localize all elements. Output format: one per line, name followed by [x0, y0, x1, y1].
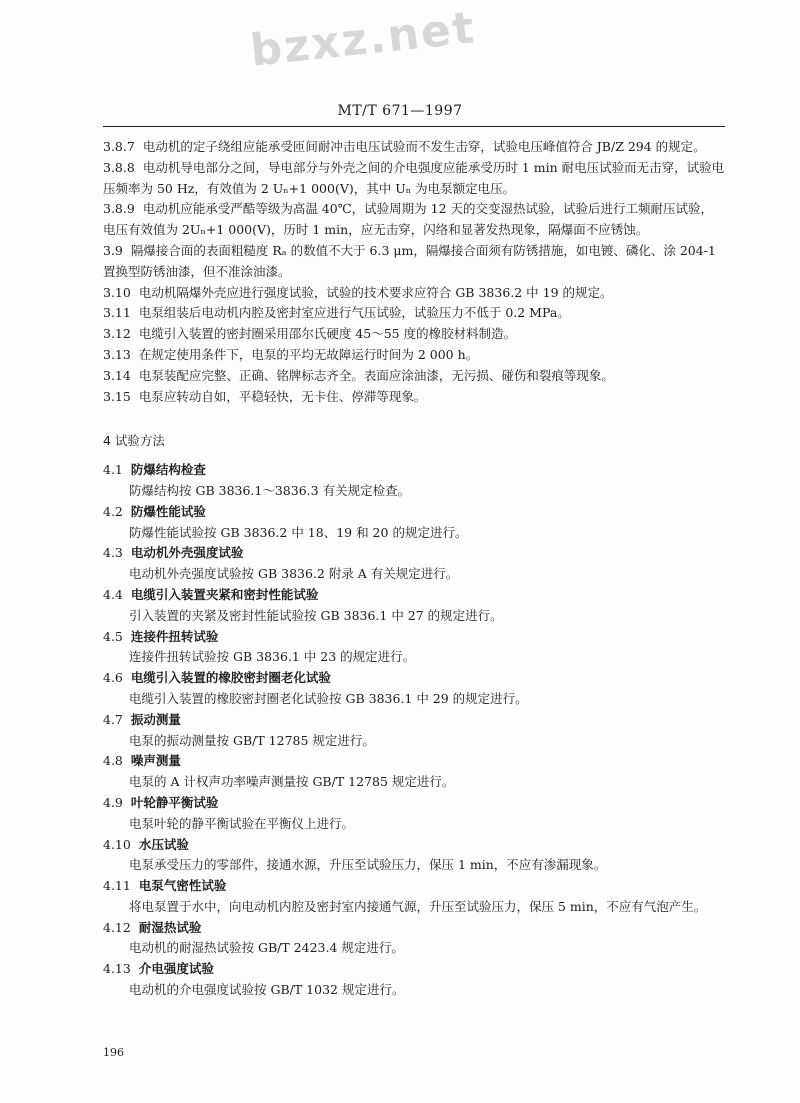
clause-number: 3.13 — [103, 346, 131, 362]
test-heading — [103, 918, 725, 939]
clause-text: 电泵应转动自如，平稳轻快，无卡住、停滞等现象。 — [138, 388, 427, 404]
test-body: 电泵的振动测量按 GB/T 12785 规定进行。 — [129, 732, 375, 748]
section-4-tests — [103, 460, 725, 1001]
clause-text: 电动机导电部分之间，导电部分与外壳之间的介电强度应能承受历时 1 min 耐电压试验而无击穿，试验电压频率为 50 Hz，有效值为 2 Uₙ+1 000(V)，其中 Uₙ 为电泵额定电压。 — [103, 159, 725, 196]
test-heading — [103, 585, 725, 606]
page-number: 196 — [103, 1046, 124, 1059]
clause-text: 隔爆接合面的表面粗糙度 Rₐ 的数值不大于 6.3 μm，隔爆接合面须有防锈措施，如电镀、磷化、涂 204-1 置换型防锈油漆，但不准涂油漆。 — [103, 242, 716, 279]
test-body: 电泵的 A 计权声功率噪声测量按 GB/T 12785 规定进行。 — [129, 774, 455, 790]
test-item — [103, 959, 725, 1001]
test-item — [103, 876, 725, 918]
test-body: 防爆性能试验按 GB 3836.2 中 18、19 和 20 的规定进行。 — [129, 524, 468, 540]
clause-text: 电动机的定子绕组应能承受匝间耐冲击电压试验而不发生击穿，试验电压峰值符合 JB/Z 294 的规定。 — [142, 139, 706, 154]
test-title: 电缆引入装置夹紧和密封性能试验 — [130, 586, 319, 602]
clause — [103, 241, 725, 283]
clause — [103, 387, 725, 408]
test-number: 4.3 — [103, 545, 123, 561]
test-item — [103, 793, 725, 835]
document-body — [103, 137, 725, 1001]
test-number: 4.5 — [103, 628, 123, 644]
test-body: 将电泵置于水中，向电动机内腔及密封室内接通气源，升压至试验压力，保压 5 min，不应有气泡产生。 — [129, 898, 707, 914]
page-header: MT/T 671—1997 — [337, 103, 463, 119]
test-heading — [103, 710, 725, 731]
test-title: 连接件扭转试验 — [130, 628, 219, 644]
test-title: 防爆性能试验 — [130, 503, 206, 519]
test-number: 4.4 — [103, 586, 123, 602]
clause-text: 电泵组装后电动机内腔及密封室应进行气压试验，试验压力不低于 0.2 MPa。 — [138, 305, 570, 321]
test-heading — [103, 959, 725, 980]
clause-number: 3.8.9 — [103, 201, 135, 217]
test-title: 电动机外壳强度试验 — [130, 545, 244, 561]
clause — [103, 137, 725, 158]
test-body: 电泵叶轮的静平衡试验在平衡仪上进行。 — [129, 815, 355, 831]
section-3-clauses — [103, 137, 725, 407]
test-heading — [103, 502, 725, 523]
test-body: 引入装置的夹紧及密封性能试验按 GB 3836.1 中 27 的规定进行。 — [129, 607, 503, 623]
test-item — [103, 627, 725, 669]
clause-text: 电动机隔爆外壳应进行强度试验，试验的技术要求应符合 GB 3836.2 中 19 的规定。 — [138, 284, 613, 300]
clause — [103, 366, 725, 387]
test-number: 4.2 — [103, 503, 123, 519]
section-4-title: 4 试验方法 — [103, 433, 165, 449]
test-item — [103, 710, 725, 752]
test-body: 连接件扭转试验按 GB 3836.1 中 23 的规定进行。 — [129, 649, 416, 665]
test-title: 振动测量 — [130, 711, 181, 727]
test-title: 叶轮静平衡试验 — [130, 794, 219, 810]
clause — [103, 345, 725, 366]
test-body: 电动机的耐湿热试验按 GB/T 2423.4 规定进行。 — [129, 940, 404, 956]
test-title: 噪声测量 — [130, 753, 181, 769]
test-number: 4.13 — [103, 961, 131, 977]
test-item — [103, 460, 725, 502]
test-number: 4.10 — [103, 836, 131, 852]
test-title: 电缆引入装置的橡胶密封圈老化试验 — [130, 670, 331, 686]
clause-number: 3.10 — [103, 284, 131, 300]
test-item — [103, 668, 725, 710]
test-heading — [103, 668, 725, 689]
clause-number: 3.9 — [103, 242, 123, 258]
test-body: 防爆结构按 GB 3836.1～3836.3 有关规定检查。 — [129, 482, 411, 498]
test-body: 电动机外壳强度试验按 GB 3836.2 附录 A 有关规定进行。 — [129, 566, 459, 582]
test-number: 4.12 — [103, 919, 131, 935]
test-title: 防爆结构检查 — [130, 462, 206, 478]
clause — [103, 324, 725, 345]
test-number: 4.11 — [103, 878, 131, 894]
test-heading — [103, 876, 725, 897]
test-title: 介电强度试验 — [138, 961, 214, 977]
test-item — [103, 751, 725, 793]
clause-number: 3.15 — [103, 388, 131, 404]
test-item — [103, 585, 725, 627]
test-number: 4.1 — [103, 462, 123, 478]
clause-text: 在规定使用条件下，电泵的平均无故障运行时间为 2 000 h。 — [138, 346, 479, 362]
test-title: 水压试验 — [138, 836, 189, 852]
test-title: 耐湿热试验 — [138, 919, 202, 935]
clause-number: 3.14 — [103, 367, 131, 383]
clause-number: 3.12 — [103, 326, 131, 342]
test-heading — [103, 627, 725, 648]
clause-number: 3.8.7 — [103, 139, 135, 154]
test-heading — [103, 751, 725, 772]
clause-text: 电泵装配应完整、正确、铭牌标志齐全。表面应涂油漆，无污损、碰伤和裂痕等现象。 — [138, 367, 614, 383]
watermark: bzxz.net — [247, 2, 479, 77]
test-number: 4.7 — [103, 711, 123, 727]
clause-text: 电动机应能承受严酷等级为高温 40℃，试验周期为 12 天的交变湿热试验，试验后进行工频耐压试验，电压有效值为 2Uₙ+1 000(V)，历时 1 min，应无击穿，闪络和显著发热现象，隔爆面不应锈蚀。 — [103, 201, 714, 238]
test-number: 4.6 — [103, 670, 123, 686]
test-body: 电泵承受压力的零部件，接通水源，升压至试验压力，保压 1 min，不应有渗漏现象。 — [129, 857, 607, 873]
test-heading — [103, 460, 725, 481]
clause — [103, 158, 725, 200]
test-item — [103, 918, 725, 960]
test-item — [103, 543, 725, 585]
test-heading — [103, 793, 725, 814]
clause-number: 3.11 — [103, 305, 131, 321]
test-heading — [103, 835, 725, 856]
test-number: 4.9 — [103, 794, 123, 810]
clause — [103, 199, 725, 241]
clause — [103, 303, 725, 324]
test-heading — [103, 543, 725, 564]
test-item — [103, 502, 725, 544]
clause — [103, 283, 725, 304]
header-rule — [103, 126, 725, 127]
clause-number: 3.8.8 — [103, 159, 135, 175]
test-body: 电缆引入装置的橡胶密封圈老化试验按 GB 3836.1 中 29 的规定进行。 — [129, 690, 528, 706]
clause-text: 电缆引入装置的密封圈采用邵尔氏硬度 45～55 度的橡胶材料制造。 — [138, 326, 517, 342]
test-title: 电泵气密性试验 — [138, 878, 227, 894]
test-item — [103, 835, 725, 877]
test-body: 电动机的介电强度试验按 GB/T 1032 规定进行。 — [129, 982, 405, 998]
test-number: 4.8 — [103, 753, 123, 769]
